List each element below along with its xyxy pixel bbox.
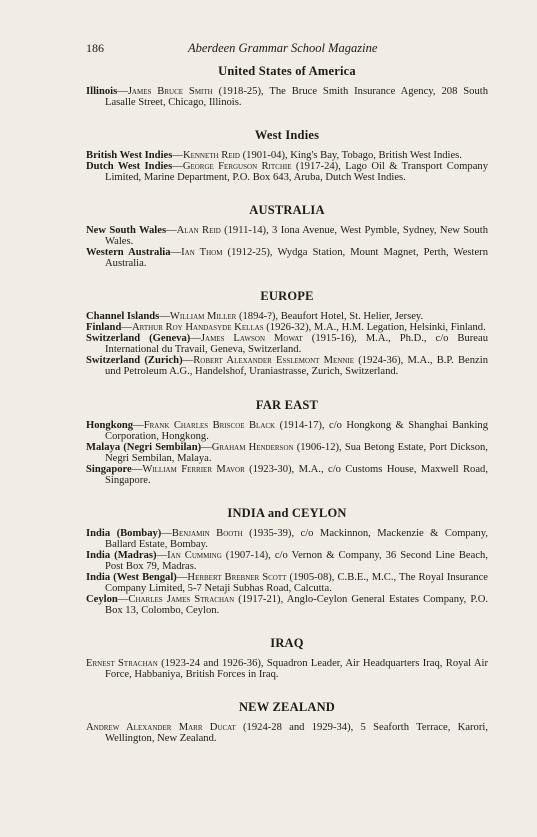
entry: Illinois—James Bruce Smith (1918-25), The Bruce Smith Insurance Agency, 208 South Lasalle Street, Chicago, Illinois.	[86, 86, 488, 108]
entry: Switzerland (Geneva)—James Lawson Mowat (1915-16), M.A., Ph.D., c/o Bureau International du Travail, Geneva, Switzerland.	[86, 333, 488, 355]
entry-place: Singapore	[86, 464, 132, 475]
entry: India (West Bengal)—Herbert Brebner Scott (1905-08), C.B.E., M.C., The Royal Insurance Company Limited, 5-7 Netaji Subhas Road, Calcutta.	[86, 572, 488, 594]
entry-details: (1906-12), Sua Betong Estate, Port Dickson, Negri Sembilan, Malaya.	[105, 442, 489, 464]
entry	[86, 658, 488, 680]
entry-details: (1923-24 and 1926-36), Squadron Leader, Air Headquarters Iraq, Royal Air Force, Habbaniya, British Forces in Iraq.	[105, 658, 489, 680]
entry-details: (1914-17), c/o Hongkong & Shanghai Banking Corporation, Hongkong.	[105, 420, 489, 442]
entry-person: Herbert Brebner Scott	[187, 572, 287, 583]
section-new-zealand	[86, 700, 488, 744]
entry-place: Malaya (Negri Sembilan)	[86, 442, 202, 453]
page-number: 186	[86, 41, 104, 55]
entry-details: (1923-30), M.A., c/o Customs House, Maxwell Road, Singapore.	[105, 464, 488, 486]
entry-details: (1907-14), c/o Vernon & Company, 36 Second Line Beach, Post Box 79, Madras.	[105, 550, 488, 572]
entry-details: (1924-28 and 1929-34), 5 Seaforth Terrace, Karori, Wellington, New Zealand.	[105, 722, 488, 744]
section-title: AUSTRALIA	[249, 203, 325, 217]
section-iraq	[86, 636, 488, 680]
entry: India (Bombay)—Benjamin Booth (1935-39), c/o Mackinnon, Mackenzie & Company, Ballard Estate, Bombay.	[86, 528, 488, 550]
entry-details: (1935-39), c/o Mackinnon, Mackenzie & Company, Ballard Estate, Bombay.	[105, 528, 488, 550]
section-title: IRAQ	[270, 636, 304, 650]
section-west-indies	[86, 128, 488, 183]
entry-place: Finland	[86, 322, 122, 333]
entry	[86, 722, 488, 744]
entry: Ceylon—Charles James Strachan (1917-21), Anglo-Ceylon General Estates Company, P.O. Box 13, Colombo, Ceylon.	[86, 594, 488, 616]
entry-person: Benjamin Booth	[171, 528, 243, 539]
section-australia	[86, 203, 488, 269]
section-title: West Indies	[254, 128, 320, 142]
entry-details: (1905-08), C.B.E., M.C., The Royal Insurance Company Limited, 5-7 Netaji Subhas Road, Calcutta.	[105, 572, 488, 594]
entry-person: James Bruce Smith	[127, 86, 213, 97]
entry-person: Charles James Strachan	[128, 594, 235, 605]
entry-person: James Lawson Mowat	[200, 333, 303, 344]
entry: Hongkong—Frank Charles Briscoe Black (1914-17), c/o Hongkong & Shanghai Banking Corporation, Hongkong.	[86, 420, 489, 442]
section-india-ceylon	[86, 506, 488, 616]
entry-details: (1912-25), Wydga Station, Mount Magnet, Perth, Western Australia.	[105, 247, 488, 269]
running-title: Aberdeen Grammar School Magazine	[188, 41, 378, 55]
entry-details: (1911-14), 3 Iona Avenue, West Pymble, Sydney, New South Wales.	[105, 225, 488, 247]
entry-person: Robert Alexander Esslemont Mennie	[193, 355, 355, 366]
entry-person: Alan Reid	[176, 225, 221, 236]
section-europe	[86, 289, 488, 377]
entry-person: William Ferrier Mavor	[142, 464, 245, 475]
entry-details: (1901-04), King's Bay, Tobago, British West Indies.	[239, 150, 462, 161]
entry: Malaya (Negri Sembilan)—Graham Henderson (1906-12), Sua Betong Estate, Port Dickson, Negri Sembilan, Malaya.	[86, 442, 489, 464]
entry-place: New South Wales	[86, 225, 167, 236]
entry-person: George Ferguson Ritchie	[182, 161, 292, 172]
entry-place: Dutch West Indies	[86, 161, 173, 172]
entry-place: Hongkong	[86, 420, 134, 431]
entry-details: (1924-36), M.A., B.P. Benzin und Petroleum A.G., Handelshof, Uraniastrasse, Zurich, Switzerland.	[105, 355, 488, 377]
section-title: United States of America	[218, 64, 356, 78]
entry-place: India (Madras)	[86, 550, 157, 561]
entry-place: Western Australia	[86, 247, 171, 258]
entry-place: India (West Bengal)	[86, 572, 177, 583]
entry-details: (1918-25), The Bruce Smith Insurance Agency, 208 South Lasalle Street, Chicago, Illinois.	[105, 86, 488, 108]
entry: New South Wales—Alan Reid (1911-14), 3 Iona Avenue, West Pymble, Sydney, New South Wales.	[86, 225, 488, 247]
entry-details: (1926-32), M.A., H.M. Legation, Helsinki, Finland.	[263, 322, 486, 333]
section-far-east	[86, 398, 488, 486]
entry: India (Madras)—Ian Cumming (1907-14), c/o Vernon & Company, 36 Second Line Beach, Post Box 79, Madras.	[86, 550, 488, 572]
entry: Western Australia—Ian Thom (1912-25), Wydga Station, Mount Magnet, Perth, Western Australia.	[86, 247, 488, 269]
entry-person: Graham Henderson	[211, 442, 294, 453]
section-title: INDIA and CEYLON	[227, 506, 347, 520]
entry: Dutch West Indies—George Ferguson Ritchie (1917-24), Lago Oil & Transport Company Limited, Marine Department, P.O. Box 643, Aruba, Dutch West Indies.	[86, 161, 489, 183]
section-united-states	[86, 64, 488, 108]
entry-place: British West Indies	[86, 150, 173, 161]
entry: Finland—Arthur Roy Handasyde Kellas (1926-32), M.A., H.M. Legation, Helsinki, Finland.	[86, 322, 486, 333]
entry-place: Illinois	[86, 86, 118, 97]
section-title: FAR EAST	[255, 398, 319, 412]
entry: British West Indies—Kenneth Reid (1901-04), King's Bay, Tobago, British West Indies.	[86, 150, 462, 161]
entry-place: Switzerland (Zurich)	[86, 355, 183, 366]
entry-details: (1915-16), M.A., Ph.D., c/o Bureau International du Travail, Geneva, Switzerland.	[105, 333, 488, 355]
entry-place: India (Bombay)	[86, 528, 162, 539]
entry-person: William Miller	[169, 311, 237, 322]
page-content	[86, 64, 488, 744]
entry: Switzerland (Zurich)—Robert Alexander Esslemont Mennie (1924-36), M.A., B.P. Benzin und Petroleum A.G., Handelshof, Uraniastrasse, Zurich, Switzerland.	[86, 355, 488, 377]
entry: Singapore—William Ferrier Mavor (1923-30), M.A., c/o Customs House, Maxwell Road, Singapore.	[86, 464, 488, 486]
entry-place: Channel Islands	[86, 311, 160, 322]
entry-person: Frank Charles Briscoe Black	[143, 420, 276, 431]
entry: Channel Islands—William Miller (1894-?), Beaufort Hotel, St. Helier, Jersey.	[86, 311, 424, 322]
entry-details: (1894-?), Beaufort Hotel, St. Helier, Jersey.	[236, 311, 424, 322]
entry-details: (1917-24), Lago Oil & Transport Company Limited, Marine Department, P.O. Box 643, Aruba, Dutch West Indies.	[105, 161, 489, 183]
entry-details: (1917-21), Anglo-Ceylon General Estates Company, P.O. Box 13, Colombo, Ceylon.	[105, 594, 488, 616]
entry-person: Ernest Strachan	[86, 658, 158, 669]
entry-place: Ceylon	[86, 594, 118, 605]
entry-person: Andrew Alexander Marr Ducat	[86, 722, 236, 733]
running-header	[86, 41, 490, 57]
entry-person: Ian Thom	[181, 247, 223, 258]
entry-person: Arthur Roy Handasyde Kellas	[131, 322, 264, 333]
section-title: EUROPE	[260, 289, 314, 303]
section-title: NEW ZEALAND	[238, 700, 336, 714]
entry-person: Ian Cumming	[167, 550, 222, 561]
entry-person: Kenneth Reid	[182, 150, 240, 161]
entry-place: Switzerland (Geneva)	[86, 333, 191, 344]
